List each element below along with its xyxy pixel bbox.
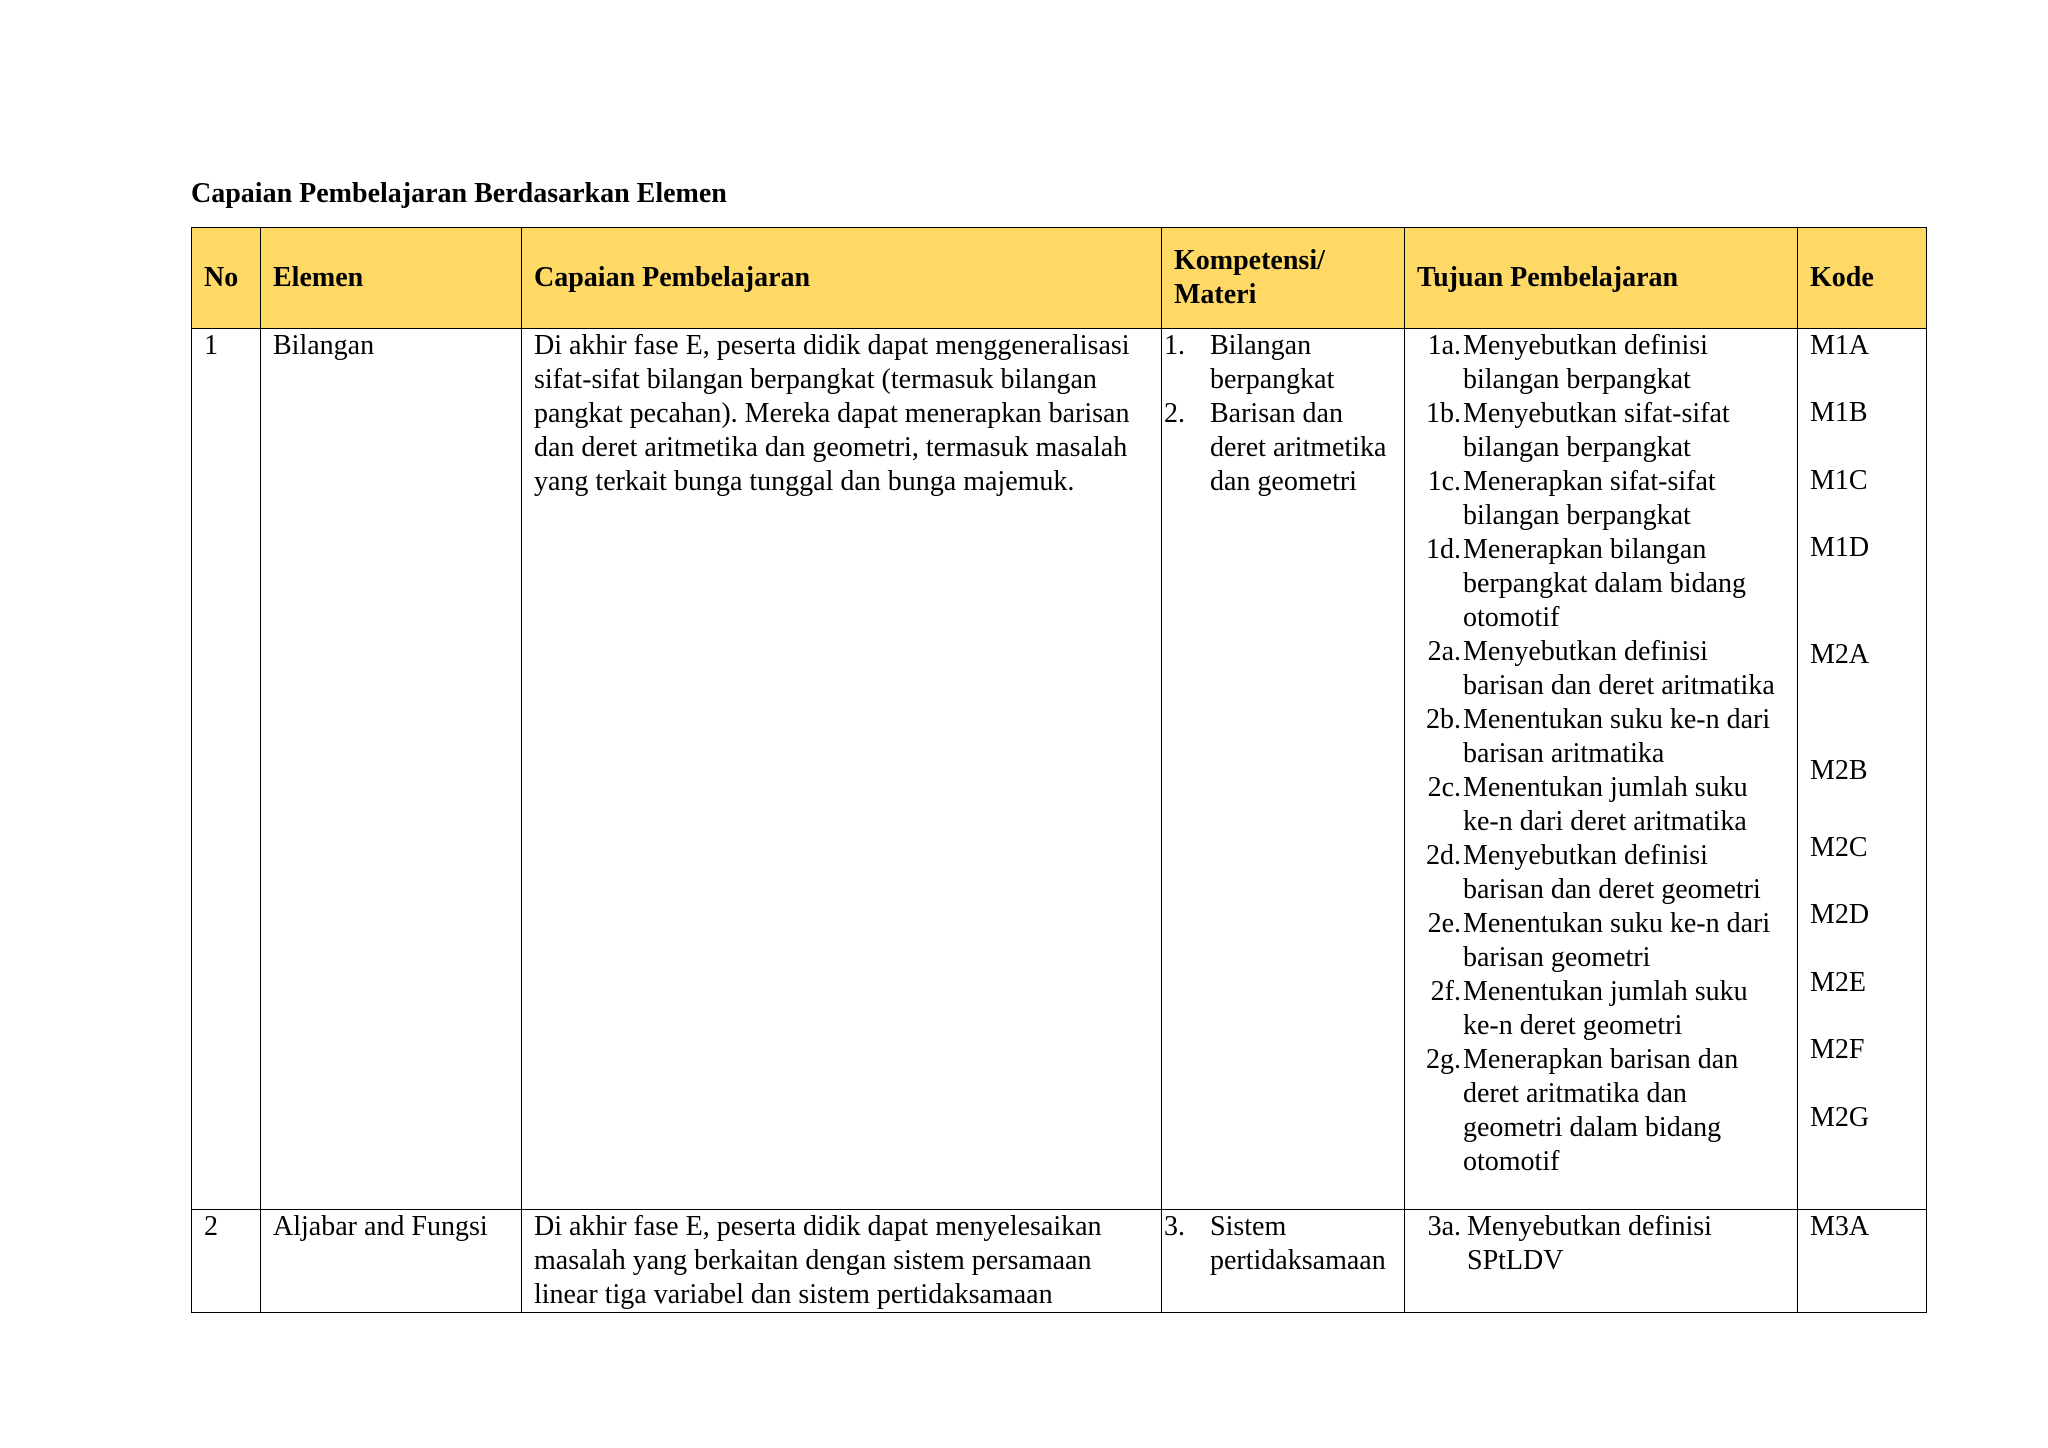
row-kompetensi: [1162, 1210, 1405, 1313]
list-text: Menerapkan bilangan berpangkat dalam bidang otomotif: [1463, 534, 1747, 633]
list-text: Bilangan berpangkat: [1210, 330, 1335, 395]
row-capaian: Di akhir fase E, peserta didik dapat menyelesaikan masalah yang berkaitan dengan sistem persamaan linear tiga variabel dan sistem pertidaksamaan: [522, 1210, 1162, 1313]
list-item: [1405, 635, 1785, 703]
list-number: 2b.: [1426, 704, 1461, 735]
row-capaian: Di akhir fase E, peserta didik dapat menggeneralisasi sifat-sifat bilangan berpangkat (termasuk bilangan pangkat pecahan). Mereka dapat menerapkan barisan dan deret aritmetika dan geometri, termasuk masalah yang terkait bunga tunggal dan bunga majemuk.: [522, 329, 1162, 1210]
list-item: [1405, 329, 1785, 397]
list-number: 1a.: [1427, 330, 1461, 361]
list-number: 2.: [1164, 398, 1185, 429]
list-item: [1405, 907, 1785, 975]
list-text: Menyebutkan definisi SPtLDV: [1467, 1211, 1712, 1276]
list-text: Menentukan jumlah suku ke-n dari deret aritmatika: [1463, 772, 1748, 837]
kode-item: M2E: [1810, 967, 1866, 998]
header-kode: Kode: [1798, 228, 1927, 329]
table-header-row: [192, 228, 1927, 329]
table-row: [192, 1210, 1927, 1313]
list-item: [1164, 1210, 1392, 1278]
list-item: [1405, 975, 1785, 1043]
header-capaian: Capaian Pembelajaran: [522, 228, 1162, 329]
list-text: Menerapkan barisan dan deret aritmatika dan geometri dalam bidang otomotif: [1463, 1044, 1739, 1177]
list-number: 1c.: [1427, 466, 1461, 497]
row-elemen: Aljabar and Fungsi: [261, 1210, 522, 1313]
list-text: Menerapkan sifat-sifat bilangan berpangkat: [1463, 466, 1716, 531]
list-item: [1405, 771, 1785, 839]
header-elemen: Elemen: [261, 228, 522, 329]
header-tujuan: Tujuan Pembelajaran: [1405, 228, 1798, 329]
row-no: 2: [192, 1210, 261, 1313]
list-text: Menentukan suku ke-n dari barisan aritmatika: [1463, 704, 1771, 769]
header-kompetensi: [1162, 228, 1405, 329]
learning-outcomes-table: [191, 227, 1927, 1313]
header-kompetensi-line2: Materi: [1174, 279, 1257, 310]
list-item: [1405, 1210, 1785, 1278]
kode-item: M2B: [1810, 755, 1868, 786]
kode-item: M1A: [1810, 330, 1870, 361]
list-item: [1405, 533, 1785, 635]
list-item: [1405, 1043, 1785, 1179]
kode-item: M1C: [1810, 465, 1868, 496]
row-kode: [1798, 329, 1927, 1210]
kode-item: M2A: [1810, 639, 1870, 670]
row-elemen: Bilangan: [261, 329, 522, 1210]
kode-list: [1810, 329, 1914, 1209]
list-number: 2g.: [1426, 1044, 1461, 1075]
kode-item: M2D: [1810, 899, 1870, 930]
list-text: Menyebutkan definisi barisan dan deret aritmatika: [1463, 636, 1775, 701]
row-kompetensi: [1162, 329, 1405, 1210]
list-number: 1b.: [1426, 398, 1461, 429]
list-text: Menentukan suku ke-n dari barisan geometri: [1463, 908, 1771, 973]
list-text: Menyebutkan definisi bilangan berpangkat: [1463, 330, 1708, 395]
list-text: Sistem pertidaksamaan: [1210, 1211, 1386, 1276]
list-number: 2e.: [1427, 908, 1461, 939]
document-title: Capaian Pembelajaran Berdasarkan Elemen: [191, 178, 727, 209]
list-number: 3.: [1164, 1211, 1185, 1242]
kode-item: M1D: [1810, 532, 1870, 563]
list-item: [1164, 397, 1392, 499]
list-number: 2f.: [1430, 976, 1461, 1007]
list-number: 2d.: [1426, 840, 1461, 871]
list-text: Menyebutkan sifat-sifat bilangan berpangkat: [1463, 398, 1730, 463]
list-text: Menentukan jumlah suku ke-n deret geometri: [1463, 976, 1748, 1041]
kode-item: M2G: [1810, 1102, 1870, 1133]
list-item: [1405, 465, 1785, 533]
list-item: [1405, 703, 1785, 771]
kode-item: M2C: [1810, 832, 1868, 863]
list-number: 2c.: [1427, 772, 1461, 803]
list-number: 1d.: [1426, 534, 1461, 565]
header-kompetensi-line1: Kompetensi/: [1174, 245, 1325, 276]
list-number: 2a.: [1427, 636, 1461, 667]
list-text: Barisan dan deret aritmetika dan geometri: [1210, 398, 1387, 497]
row-kode: M3A: [1798, 1210, 1927, 1313]
list-number: 1.: [1164, 330, 1185, 361]
table-row: [192, 329, 1927, 1210]
list-item: [1164, 329, 1392, 397]
list-text: Menyebutkan definisi barisan dan deret geometri: [1463, 840, 1761, 905]
row-tujuan: [1405, 1210, 1798, 1313]
row-no: 1: [192, 329, 261, 1210]
list-item: [1405, 397, 1785, 465]
kode-item: M2F: [1810, 1034, 1865, 1065]
row-tujuan: [1405, 329, 1798, 1210]
list-number: 3a.: [1427, 1211, 1461, 1242]
header-no: No: [192, 228, 261, 329]
list-item: [1405, 839, 1785, 907]
kode-item: M1B: [1810, 397, 1868, 428]
